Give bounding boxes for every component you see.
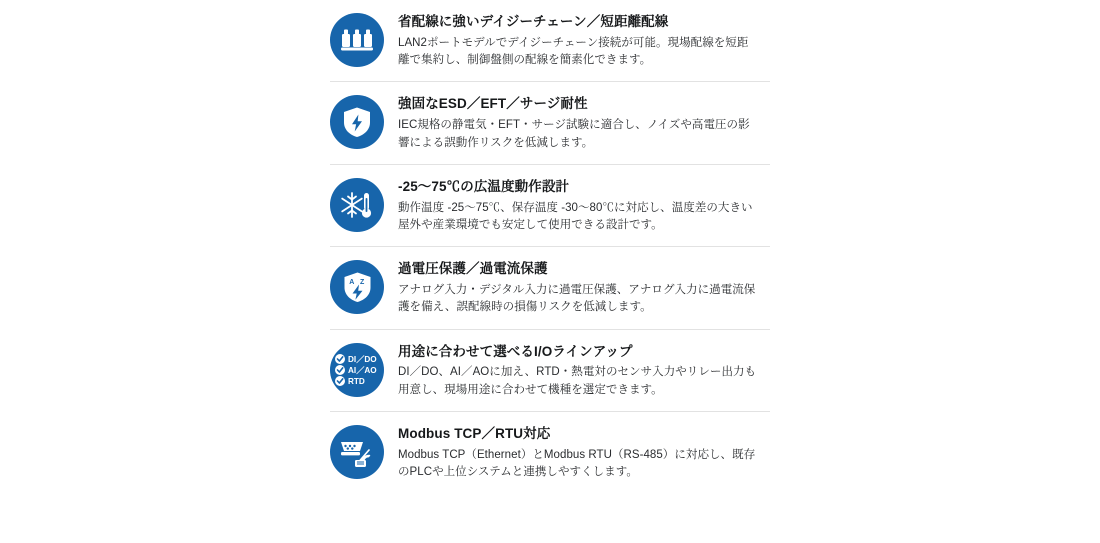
feature-text bbox=[398, 178, 758, 234]
feature-title: 用途に合わせて選べるI/Oラインアップ bbox=[398, 343, 633, 359]
feature-description: Modbus TCP（Ethernet）とModbus RTU（RS-485）に対応し、既存のPLCや上位システムと連携しやすくします。 bbox=[398, 448, 756, 478]
feature-text bbox=[398, 95, 758, 151]
list-item bbox=[330, 412, 770, 493]
feature-title: Modbus TCP／RTU対応 bbox=[398, 425, 551, 441]
icon-label-rtd: RTD bbox=[348, 376, 365, 386]
snowflake-thermometer-icon bbox=[330, 178, 384, 232]
feature-title: 省配線に強いデイジーチェーン／短距離配線 bbox=[398, 14, 669, 29]
list-item bbox=[330, 0, 770, 82]
feature-description: IEC規格の静電気・EFT・サージ試験に適合し、ノイズや高電圧の影響による誤動作リスクを低減します。 bbox=[398, 119, 750, 149]
svg-text:A: A bbox=[348, 279, 354, 287]
shield-overvoltage-icon bbox=[330, 260, 384, 314]
feature-text bbox=[398, 343, 758, 399]
feature-description: LAN2ポートモデルでデイジーチェーン接続が可能。現場配線を短距離で集約し、制御盤側の配線を簡素化できます。 bbox=[398, 36, 749, 67]
icon-label-di-do: DI／DO bbox=[348, 354, 377, 364]
list-item bbox=[330, 82, 770, 164]
feature-text bbox=[398, 13, 758, 69]
io-lineup-checklist-icon bbox=[330, 343, 384, 397]
feature-text bbox=[398, 260, 758, 316]
icon-label-ai-ao: AI／AO bbox=[348, 365, 377, 375]
list-item bbox=[330, 165, 770, 247]
feature-title: -25〜75℃の広温度動作設計 bbox=[398, 178, 570, 194]
feature-description: アナログ入力・デジタル入力に過電圧保護、アナログ入力に過電流保護を備え、誤配線時の損傷リスクを低減します。 bbox=[398, 284, 756, 314]
feature-title: 強固なESD／EFT／サージ耐性 bbox=[398, 96, 588, 112]
svg-text:Z: Z bbox=[359, 279, 364, 287]
list-item bbox=[330, 247, 770, 329]
shield-surge-icon bbox=[330, 95, 384, 149]
feature-description: 動作温度 -25〜75℃、保存温度 -30〜80℃に対応し、温度差の大きい屋外や産業環境でも安定して使用できる設計です。 bbox=[398, 201, 753, 231]
feature-title: 過電圧保護／過電流保護 bbox=[398, 261, 548, 277]
feature-text bbox=[398, 425, 758, 481]
feature-list bbox=[330, 0, 770, 493]
lan-daisy-chain-icon bbox=[330, 13, 384, 67]
feature-description: DI／DO、AI／AOに加え、RTD・熱電対のセンサ入力やリレー出力も用意し、現場用途に合わせて機種を選定できます。 bbox=[398, 366, 757, 396]
modbus-port-wireless-icon bbox=[330, 425, 384, 479]
list-item bbox=[330, 330, 770, 412]
